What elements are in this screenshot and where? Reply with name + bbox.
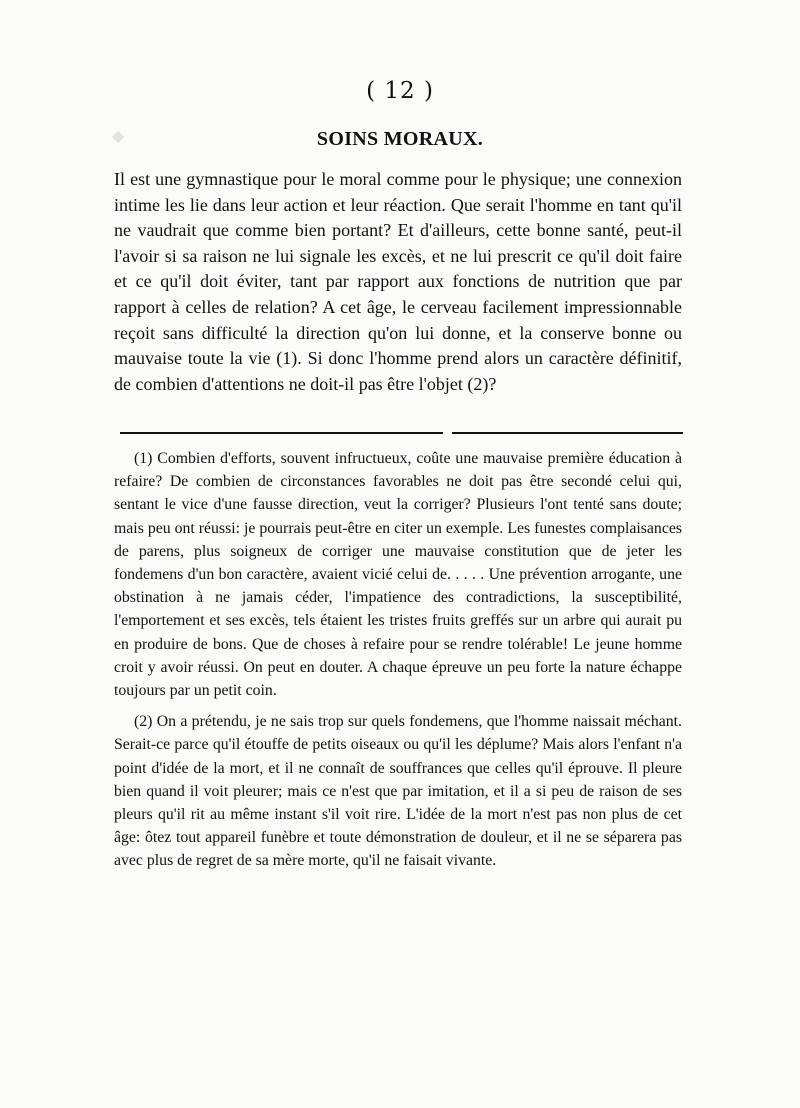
footnote-divider-right [452, 432, 683, 434]
footnote-2: (2) On a prétendu, je ne sais trop sur quels fondemens, que l'homme naissait méchant. Serait-ce parce qu'il étouffe de petits oiseaux ou qu'il les déplume? Mais alors l'enfant n'a point d'idée de la mort, et il ne connaît de souffrances que celles qu'il éprouve. Il pleure bien quand il voit pleurer; mais ce n'est que par imitation, et il a si peu de raison de ses pleurs qu'il rit au même instant s'il voit rire. L'idée de la mort n'est pas non plus de cet âge: ôtez tout appareil funèbre et toute démonstration de douleur, et il ne se séparera pas avec plus de regret de sa mère morte, qu'il ne faisait vivante. [114, 713, 682, 870]
page-number: ( 12 ) [366, 78, 434, 104]
footnote-1: (1) Combien d'efforts, souvent infructueux, coûte une mauvaise première éducation à refaire? De combien de circonstances favorables ne doit pas être secondé celui qui, sentant le vice d'une fausse direction, veut la corriger? Plusieurs l'ont tenté sans doute; mais peu ont réussi: je pourrais peut-être en citer un exemple. Les funestes complaisances de parens, plus soigneux de corriger une mauvaise constitution que de jeter les fondemens d'un bon caractère, avaient vicié celui de. . . . . Une prévention arrogante, une obstination à ne jamais céder, l'impatience des contradictions, la susceptibilité, l'emportement et ses excès, tels étaient les tristes fruits greffés sur un arbre qui aurait pu en produire de bons. Que de choses à refaire pour se rendre tolérable! Le jeune homme croit y avoir réussi. On peut en douter. A chaque épreuve un peu forte la nature échappe toujours par un petit coin. [114, 450, 682, 700]
main-paragraph: Il est une gymnastique pour le moral comme pour le physique; une connexion intime les lie dans leur action et leur réaction. Que serait l'homme en tant qu'il ne vaudrait que comme bien portant? Et d'ailleurs, cette bonne santé, peut-il l'avoir si sa raison ne lui signale les excès, et ne lui prescrit ce qu'il doit faire et ce qu'il doit éviter, tant par rapport aux fonctions de nutrition que par rapport à celles de relation? A cet âge, le cerveau facilement impressionnable reçoit sans difficulté la direction qu'on lui donne, et la conserve bonne ou mauvaise toute la vie (1). Si donc l'homme prend alors un caractère définitif, de combien d'attentions ne doit-il pas être l'objet (2)? [114, 169, 682, 394]
ink-blot: ◆ [112, 126, 125, 145]
footnotes [114, 447, 682, 881]
section-title: SOINS MORAUX. [316, 128, 484, 150]
footnote-divider-left [120, 432, 443, 434]
